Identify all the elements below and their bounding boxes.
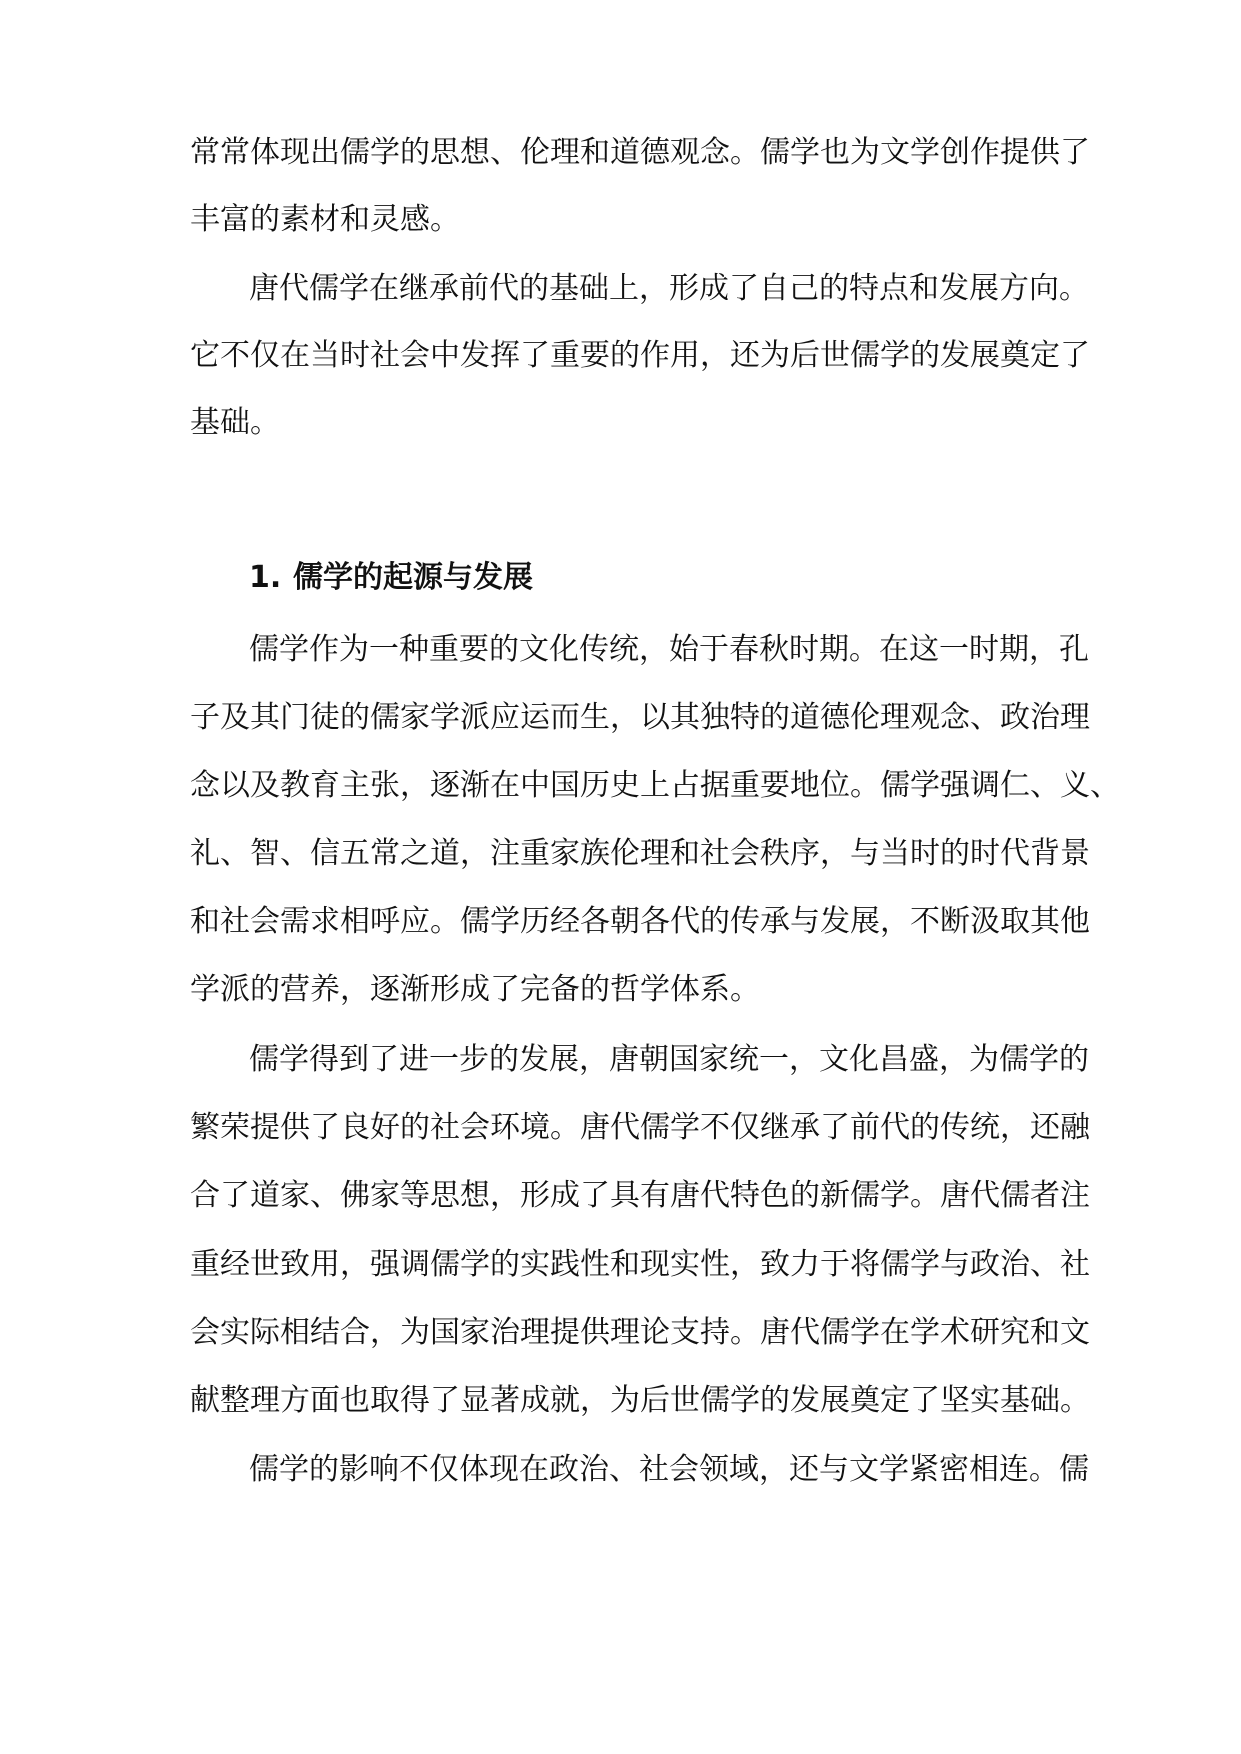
paragraph-line: 献整理方面也取得了显著成就，为后世儒学的发展奠定了坚实基础。 — [190, 1383, 1090, 1418]
paragraph-line: 念以及教育主张，逐渐在中国历史上占据重要地位。儒学强调仁、义、 — [190, 768, 1120, 803]
paragraph-line: 子及其门徒的儒家学派应运而生，以其独特的道德伦理观念、政治理 — [190, 700, 1090, 735]
paragraph-line: 会实际相结合，为国家治理提供理论支持。唐代儒学在学术研究和文 — [190, 1315, 1090, 1350]
paragraph-line: 常常体现出儒学的思想、伦理和道德观念。儒学也为文学创作提供了 — [190, 135, 1090, 170]
section-heading — [249, 558, 949, 598]
paragraph-line: 丰富的素材和灵感。 — [190, 202, 460, 237]
paragraph-line: 合了道家、佛家等思想，形成了具有唐代特色的新儒学。唐代儒者注 — [190, 1178, 1090, 1213]
paragraph-line: 学派的营养，逐渐形成了完备的哲学体系。 — [190, 972, 760, 1007]
paragraph-line: 儒学得到了进一步的发展，唐朝国家统一，文化昌盛，为儒学的 — [249, 1042, 1089, 1077]
paragraph-line: 唐代儒学在继承前代的基础上，形成了自己的特点和发展方向。 — [249, 271, 1089, 306]
paragraph-line: 它不仅在当时社会中发挥了重要的作用，还为后世儒学的发展奠定了 — [190, 338, 1090, 373]
paragraph-line: 礼、智、信五常之道，注重家族伦理和社会秩序，与当时的时代背景 — [190, 836, 1090, 871]
paragraph-line: 儒学的影响不仅体现在政治、社会领域，还与文学紧密相连。儒 — [249, 1452, 1089, 1487]
paragraph-line: 繁荣提供了良好的社会环境。唐代儒学不仅继承了前代的传统，还融 — [190, 1110, 1090, 1145]
paragraph-line: 重经世致用，强调儒学的实践性和现实性，致力于将儒学与政治、社 — [190, 1247, 1090, 1282]
paragraph-line: 基础。 — [190, 405, 280, 440]
section-number: 1. — [249, 560, 282, 595]
section-title: 儒学的起源与发展 — [293, 560, 533, 595]
paragraph-line: 儒学作为一种重要的文化传统，始于春秋时期。在这一时期，孔 — [249, 632, 1089, 667]
paragraph-line: 和社会需求相呼应。儒学历经各朝各代的传承与发展，不断汲取其他 — [190, 904, 1090, 939]
